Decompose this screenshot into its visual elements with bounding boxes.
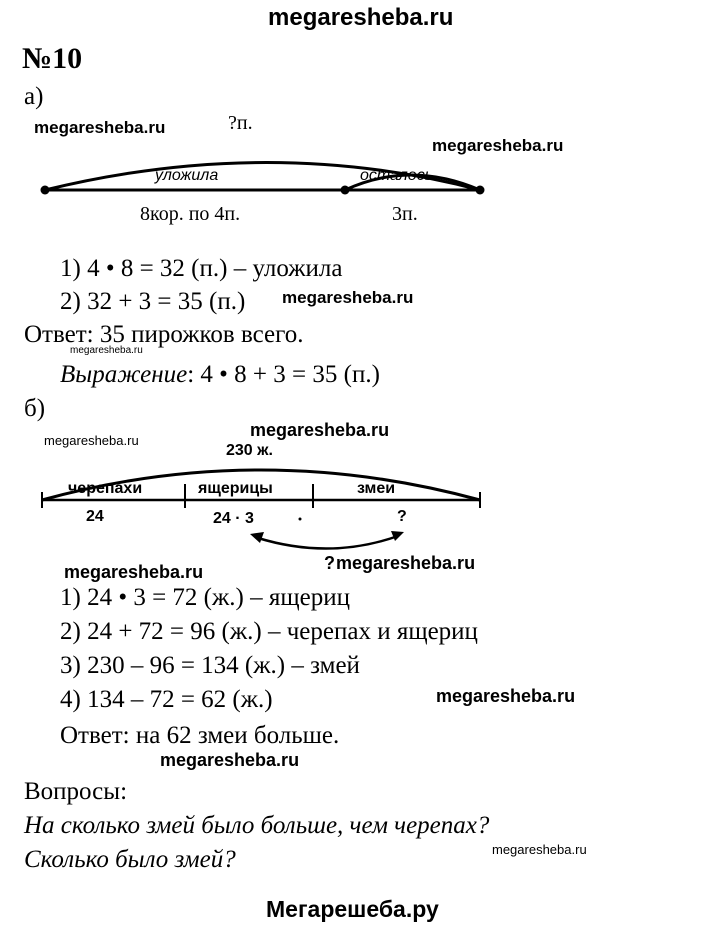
- site-watermark: megaresheba.ru: [436, 686, 576, 706]
- diagram-a-seg2-bottom: 3п.: [392, 203, 418, 225]
- site-watermark: megaresheba.ru: [282, 288, 414, 307]
- site-watermark: megaresheba.ru: [160, 750, 300, 770]
- site-watermark-bottom: Мегарешеба.ру: [266, 896, 439, 922]
- diagram-b-seg1-bottom: 24: [86, 508, 104, 525]
- diagram-b-seg1-top: черепахи: [68, 480, 143, 497]
- part-a-label: а): [24, 83, 44, 110]
- questions-title: Вопросы:: [24, 778, 128, 805]
- part-a-answer: Ответ: 35 пирожков всего.: [24, 321, 304, 348]
- part-b-answer: Ответ: на 62 змеи больше.: [60, 722, 340, 749]
- site-watermark: megaresheba.ru: [492, 842, 587, 857]
- diagram-a-total: ?п.: [228, 112, 253, 134]
- diagram-a-seg2-top: осталось: [360, 167, 434, 184]
- site-watermark: megaresheba.ru: [250, 420, 390, 440]
- diagram-b-seg2-bottom: 24 · 3: [213, 510, 254, 527]
- site-watermark: megaresheba.ru: [64, 562, 204, 582]
- diagram-b-seg3-bottom: ?: [397, 508, 407, 525]
- diagram-b-diff: ?: [324, 553, 335, 573]
- diagram-b-seg3-top: змеи: [357, 480, 396, 497]
- diagram-a-seg1-bottom: 8кор. по 4п.: [140, 203, 241, 225]
- task-number: №10: [22, 42, 83, 75]
- expression-label: Выражение: [60, 361, 188, 388]
- diagram-a-seg1-top: уложила: [155, 167, 219, 184]
- part-b-step-1: 1) 24 • 3 = 72 (ж.) – ящериц: [60, 584, 350, 611]
- site-watermark: megaresheba.ru: [336, 553, 476, 573]
- site-watermark: megaresheba.ru: [44, 433, 139, 448]
- part-b-label: б): [24, 395, 46, 422]
- part-b-step-3: 3) 230 – 96 = 134 (ж.) – змей: [60, 652, 360, 679]
- site-watermark: megaresheba.ru: [70, 345, 143, 356]
- part-b-step-2: 2) 24 + 72 = 96 (ж.) – черепах и ящериц: [60, 618, 478, 645]
- question-1: На сколько змей было больше, чем черепах?: [24, 812, 490, 839]
- part-b-step-4: 4) 134 – 72 = 62 (ж.): [60, 686, 273, 713]
- expression-value: : 4 • 8 + 3 = 35 (п.): [187, 361, 380, 388]
- part-a-step-1: 1) 4 • 8 = 32 (п.) – уложила: [60, 255, 343, 282]
- site-watermark: megaresheba.ru: [34, 118, 166, 137]
- diagram-b-seg2-top: ящерицы: [198, 480, 273, 497]
- site-watermark: megaresheba.ru: [432, 136, 564, 155]
- site-watermark-top: megaresheba.ru: [268, 4, 454, 31]
- part-a-step-2: 2) 32 + 3 = 35 (п.): [60, 288, 246, 315]
- diagram-b-total: 230 ж.: [226, 442, 273, 459]
- question-2: Сколько было змей?: [24, 846, 236, 873]
